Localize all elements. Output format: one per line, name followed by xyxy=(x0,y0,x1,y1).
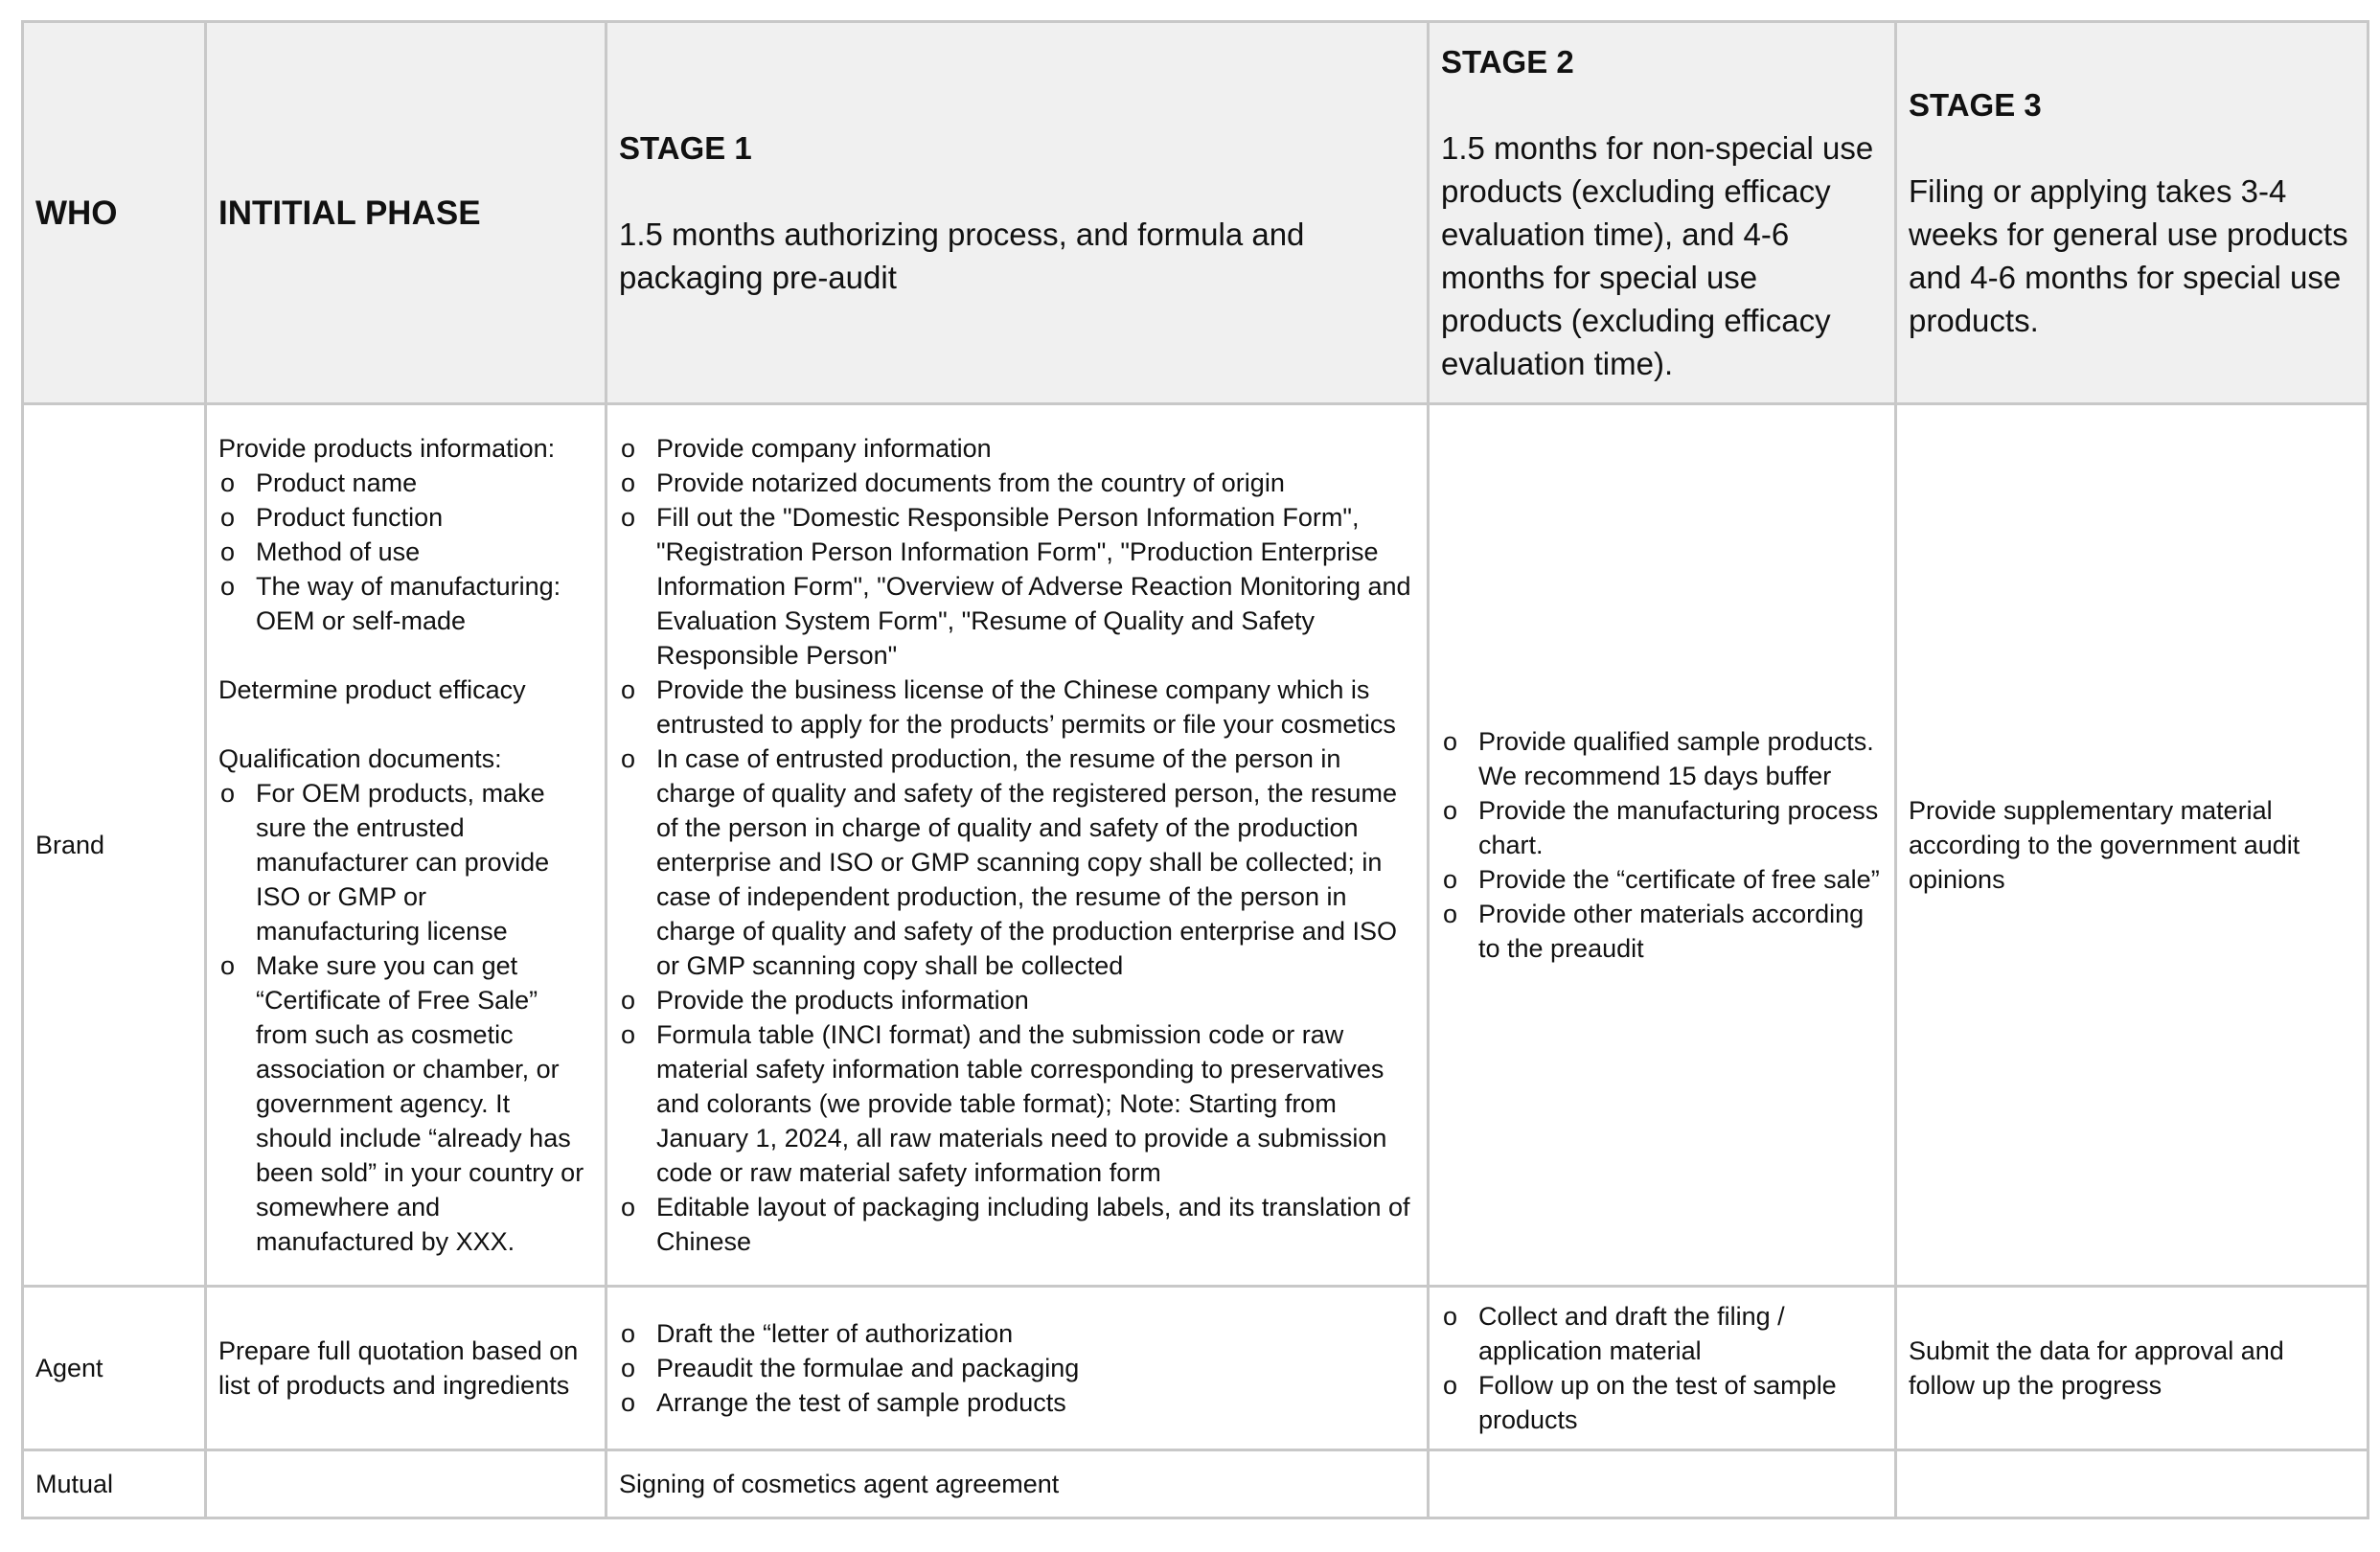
stage-1-description: 1.5 months authorizing process, and formula and packaging pre-audit xyxy=(619,217,1305,295)
list-item: o Provide the manufacturing process chart. xyxy=(1441,793,1883,862)
header-initial-phase: INTITIAL PHASE xyxy=(206,22,606,404)
agent-stage-2-list xyxy=(1441,1299,1883,1437)
stage-3-description: Filing or applying takes 3-4 weeks for general use products and 4-6 months for special use products. xyxy=(1909,173,2348,338)
agent-initial-phase: Prepare full quotation based on list of products and ingredients xyxy=(206,1287,606,1450)
list-item: o In case of entrusted production, the resume of the person in charge of quality and safety of the registered person, the resume of the person in charge of quality and safety of the production enterprise and ISO or GMP scanning copy shall be collected; in case of independent production, the resume of the person in charge of quality and safety of the production enterprise and ISO or GMP scanning copy shall be collected xyxy=(619,742,1415,983)
list-item: o Formula table (INCI format) and the submission code or raw material safety information table corresponding to preservatives and colorants (we provide table format); Note: Starting from January 1, 2024, all raw materials need to provide a submission code or raw material safety information form xyxy=(619,1017,1415,1190)
list-item: o Arrange the test of sample products xyxy=(619,1385,1415,1420)
document-page xyxy=(21,20,2367,1519)
brand-stage-3: Provide supplementary material according to the government audit opinions xyxy=(1896,404,2369,1287)
list-item: o Preaudit the formulae and packaging xyxy=(619,1351,1415,1385)
header-row xyxy=(23,22,2369,404)
list-item: o Product name xyxy=(218,466,593,500)
list-item: o Method of use xyxy=(218,535,593,569)
list-item: o Make sure you can get “Certificate of Free Sale” from such as cosmetic association or chamber, or government agency. It should include “already has been sold” in your country or somewhere and manufactured by XXX. xyxy=(218,948,593,1259)
list-item: o Fill out the "Domestic Responsible Person Information Form", "Registration Person Information Form", "Production Enterprise Information Form", "Overview of Adverse Reaction Monitoring and Evaluation System Form", "Resume of Quality and Safety Responsible Person" xyxy=(619,500,1415,673)
brand-who: Brand xyxy=(23,404,206,1287)
header-stage-1 xyxy=(606,22,1429,404)
list-item: o For OEM products, make sure the entrusted manufacturer can provide ISO or GMP or manufacturing license xyxy=(218,776,593,948)
brand-qualification-list xyxy=(218,776,593,1259)
brand-stage-1-list xyxy=(619,431,1415,1259)
mutual-stage-1: Signing of cosmetics agent agreement xyxy=(606,1450,1429,1518)
agent-stage-1-list xyxy=(619,1316,1415,1420)
list-item: o Provide the products information xyxy=(619,983,1415,1017)
process-table xyxy=(21,20,2369,1519)
list-item: o Provide the business license of the Chinese company which is entrusted to apply for the products’ permits or file your cosmetics xyxy=(619,673,1415,742)
mutual-stage-3 xyxy=(1896,1450,2369,1518)
mutual-who: Mutual xyxy=(23,1450,206,1518)
table-row-brand xyxy=(23,404,2369,1287)
agent-stage-2 xyxy=(1429,1287,1896,1450)
table-row-agent xyxy=(23,1287,2369,1450)
list-item: o Follow up on the test of sample products xyxy=(1441,1368,1883,1437)
header-stage-2 xyxy=(1429,22,1896,404)
list-item: o Editable layout of packaging including labels, and its translation of Chinese xyxy=(619,1190,1415,1259)
brand-efficacy-text: Determine product efficacy xyxy=(218,675,526,704)
list-item: o Provide qualified sample products. We recommend 15 days buffer xyxy=(1441,724,1883,793)
brand-stage-2 xyxy=(1429,404,1896,1287)
list-item: o The way of manufacturing: OEM or self-made xyxy=(218,569,593,638)
brand-products-info-list xyxy=(218,466,593,638)
mutual-initial-phase xyxy=(206,1450,606,1518)
list-item: o Provide the “certificate of free sale” xyxy=(1441,862,1883,897)
brand-qualification-title: Qualification documents: xyxy=(218,744,502,773)
agent-stage-1 xyxy=(606,1287,1429,1450)
brand-products-info-intro: Provide products information: xyxy=(218,434,556,463)
stage-2-title: STAGE 2 xyxy=(1441,44,1574,80)
stage-3-title: STAGE 3 xyxy=(1909,87,2042,123)
stage-1-title: STAGE 1 xyxy=(619,130,752,166)
agent-stage-3: Submit the data for approval and follow up the progress xyxy=(1896,1287,2369,1450)
list-item: o Product function xyxy=(218,500,593,535)
mutual-stage-2 xyxy=(1429,1450,1896,1518)
list-item: o Provide notarized documents from the country of origin xyxy=(619,466,1415,500)
brand-stage-1 xyxy=(606,404,1429,1287)
brand-initial-phase xyxy=(206,404,606,1287)
list-item: o Draft the “letter of authorization xyxy=(619,1316,1415,1351)
stage-2-description: 1.5 months for non-special use products (excluding efficacy evaluation time), and 4-6 months for special use products (excluding efficacy evaluation time). xyxy=(1441,130,1874,381)
list-item: o Provide company information xyxy=(619,431,1415,466)
header-stage-3 xyxy=(1896,22,2369,404)
list-item: o Provide other materials according to the preaudit xyxy=(1441,897,1883,966)
agent-who: Agent xyxy=(23,1287,206,1450)
list-item: o Collect and draft the filing / application material xyxy=(1441,1299,1883,1368)
table-row-mutual xyxy=(23,1450,2369,1518)
brand-stage-2-list xyxy=(1441,724,1883,966)
header-who: WHO xyxy=(23,22,206,404)
